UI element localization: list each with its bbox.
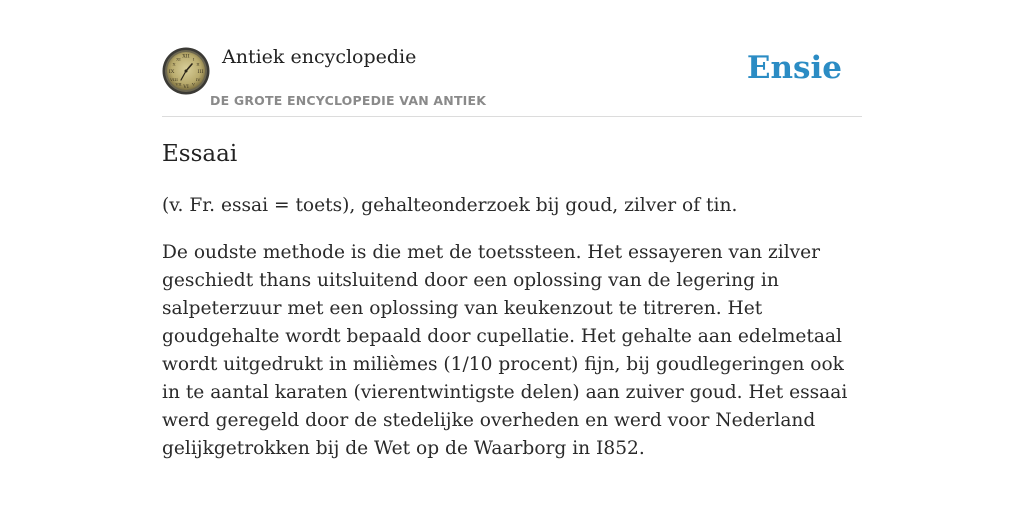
svg-text:VI: VI	[183, 84, 189, 90]
article-title: Essaai	[162, 141, 238, 167]
site-subtitle: DE GROTE ENCYCLOPEDIE VAN ANTIEK	[210, 93, 487, 108]
svg-text:XII: XII	[182, 53, 190, 60]
svg-text:X: X	[172, 61, 176, 67]
svg-text:VII: VII	[175, 81, 182, 87]
svg-text:III: III	[197, 69, 204, 75]
article-paragraph: (v. Fr. essai = toets), gehalteonderzoek bij goud, zilver of tin.	[162, 195, 738, 216]
article-paragraph: De oudste methode is die met de toetssteen. Het essayeren van zilver geschiedt thans uitsluitend door een oplossing van de legering in salpeterzuur met een oplossing van keukenzout te titreren. Het goudgehalte wordt bepaald door cupellatie. Het gehalte aan edelmetaal wordt uitgedrukt in milièmes (1/10 procent) fijn, bij goudlegeringen ook in te aantal karaten (vierentwintigste delen) aan zuiver goud. Het essaai werd geregeld door de stedelijke overheden en werd voor Nederland gelijkgetrokken bij de Wet op de Waarborg in I852.	[162, 242, 848, 459]
brand-logo[interactable]: Ensie	[746, 50, 842, 86]
svg-text:I: I	[192, 56, 195, 62]
svg-text:V: V	[192, 81, 195, 87]
svg-text:IV: IV	[195, 77, 201, 82]
svg-text:VIII: VIII	[170, 77, 178, 82]
site-title[interactable]: Antiek encyclopedie	[222, 46, 417, 68]
svg-text:IX: IX	[168, 69, 175, 75]
antique-clock-icon[interactable]	[162, 47, 210, 95]
svg-text:II: II	[196, 61, 200, 67]
svg-text:XI: XI	[176, 56, 181, 62]
article	[162, 138, 866, 482]
site-header	[162, 40, 862, 117]
